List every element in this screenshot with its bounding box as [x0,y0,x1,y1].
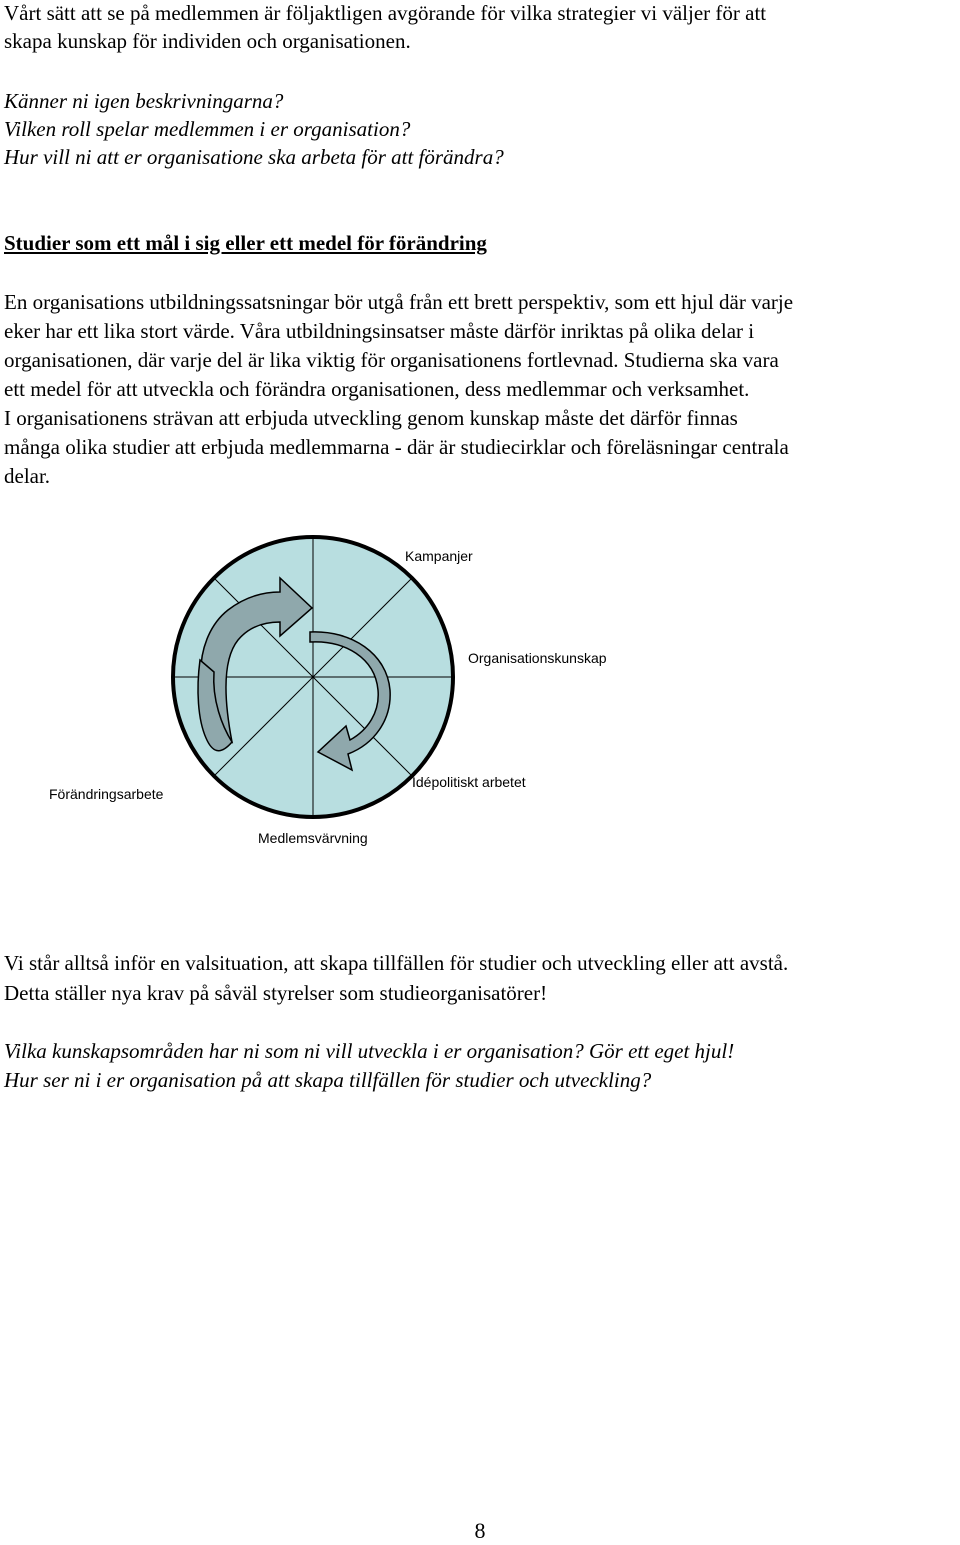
body-line-5: I organisationens strävan att erbjuda utveckling genom kunskap måste det därför finnas [4,406,738,430]
label-forandringsarbete: Förändringsarbete [49,786,164,802]
label-kampanjer: Kampanjer [405,548,473,564]
closing-line-2: Detta ställer nya krav på såväl styrelser som studieorganisatörer! [4,981,548,1005]
body-line-2: eker har ett lika stort värde. Våra utbildningsinsatser måste därför inriktas på olika delar i [4,319,755,343]
label-organisationskunskap: Organisationskunskap [468,650,607,666]
body-line-3: organisationen, där varje del är lika viktig för organisationens fortlevnad. Studierna ska vara [4,348,779,372]
question-line-2: Vilken roll spelar medlemmen i er organisation? [4,117,411,141]
wheel-diagram [0,520,960,860]
body-line-4: ett medel för att utveckla och förändra organisationen, dess medlemmar och verksamhet. [4,377,750,401]
intro-line-2: skapa kunskap för individen och organisationen. [4,29,411,53]
body-line-1: En organisations utbildningssatsningar bör utgå från ett brett perspektiv, som ett hjul där varje [4,290,794,314]
page-number: 8 [474,1518,486,1543]
closing-question-2: Hur ser ni i er organisation på att skapa tillfällen för studier och utveckling? [4,1068,652,1092]
question-line-3: Hur vill ni att er organisatione ska arbeta för att förändra? [4,145,504,169]
label-medlemsvarvning: Medlemsvärvning [258,830,368,846]
closing-line-1: Vi står alltså inför en valsituation, att skapa tillfällen för studier och utveckling eller att avstå. [4,951,789,975]
label-idepolitiskt-arbetet: Idépolitiskt arbetet [412,774,526,790]
section-heading: Studier som ett mål i sig eller ett medel för förändring [4,231,487,255]
intro-line-1: Vårt sätt att se på medlemmen är följaktligen avgörande för vilka strategier vi väljer för att [4,1,767,25]
body-line-6: många olika studier att erbjuda medlemmarna - där är studiecirklar och föreläsningar centrala [4,435,789,459]
body-line-7: delar. [4,464,51,488]
question-line-1: Känner ni igen beskrivningarna? [4,89,284,113]
closing-question-1: Vilka kunskapsområden har ni som ni vill utveckla i er organisation? Gör ett eget hjul! [4,1039,735,1063]
